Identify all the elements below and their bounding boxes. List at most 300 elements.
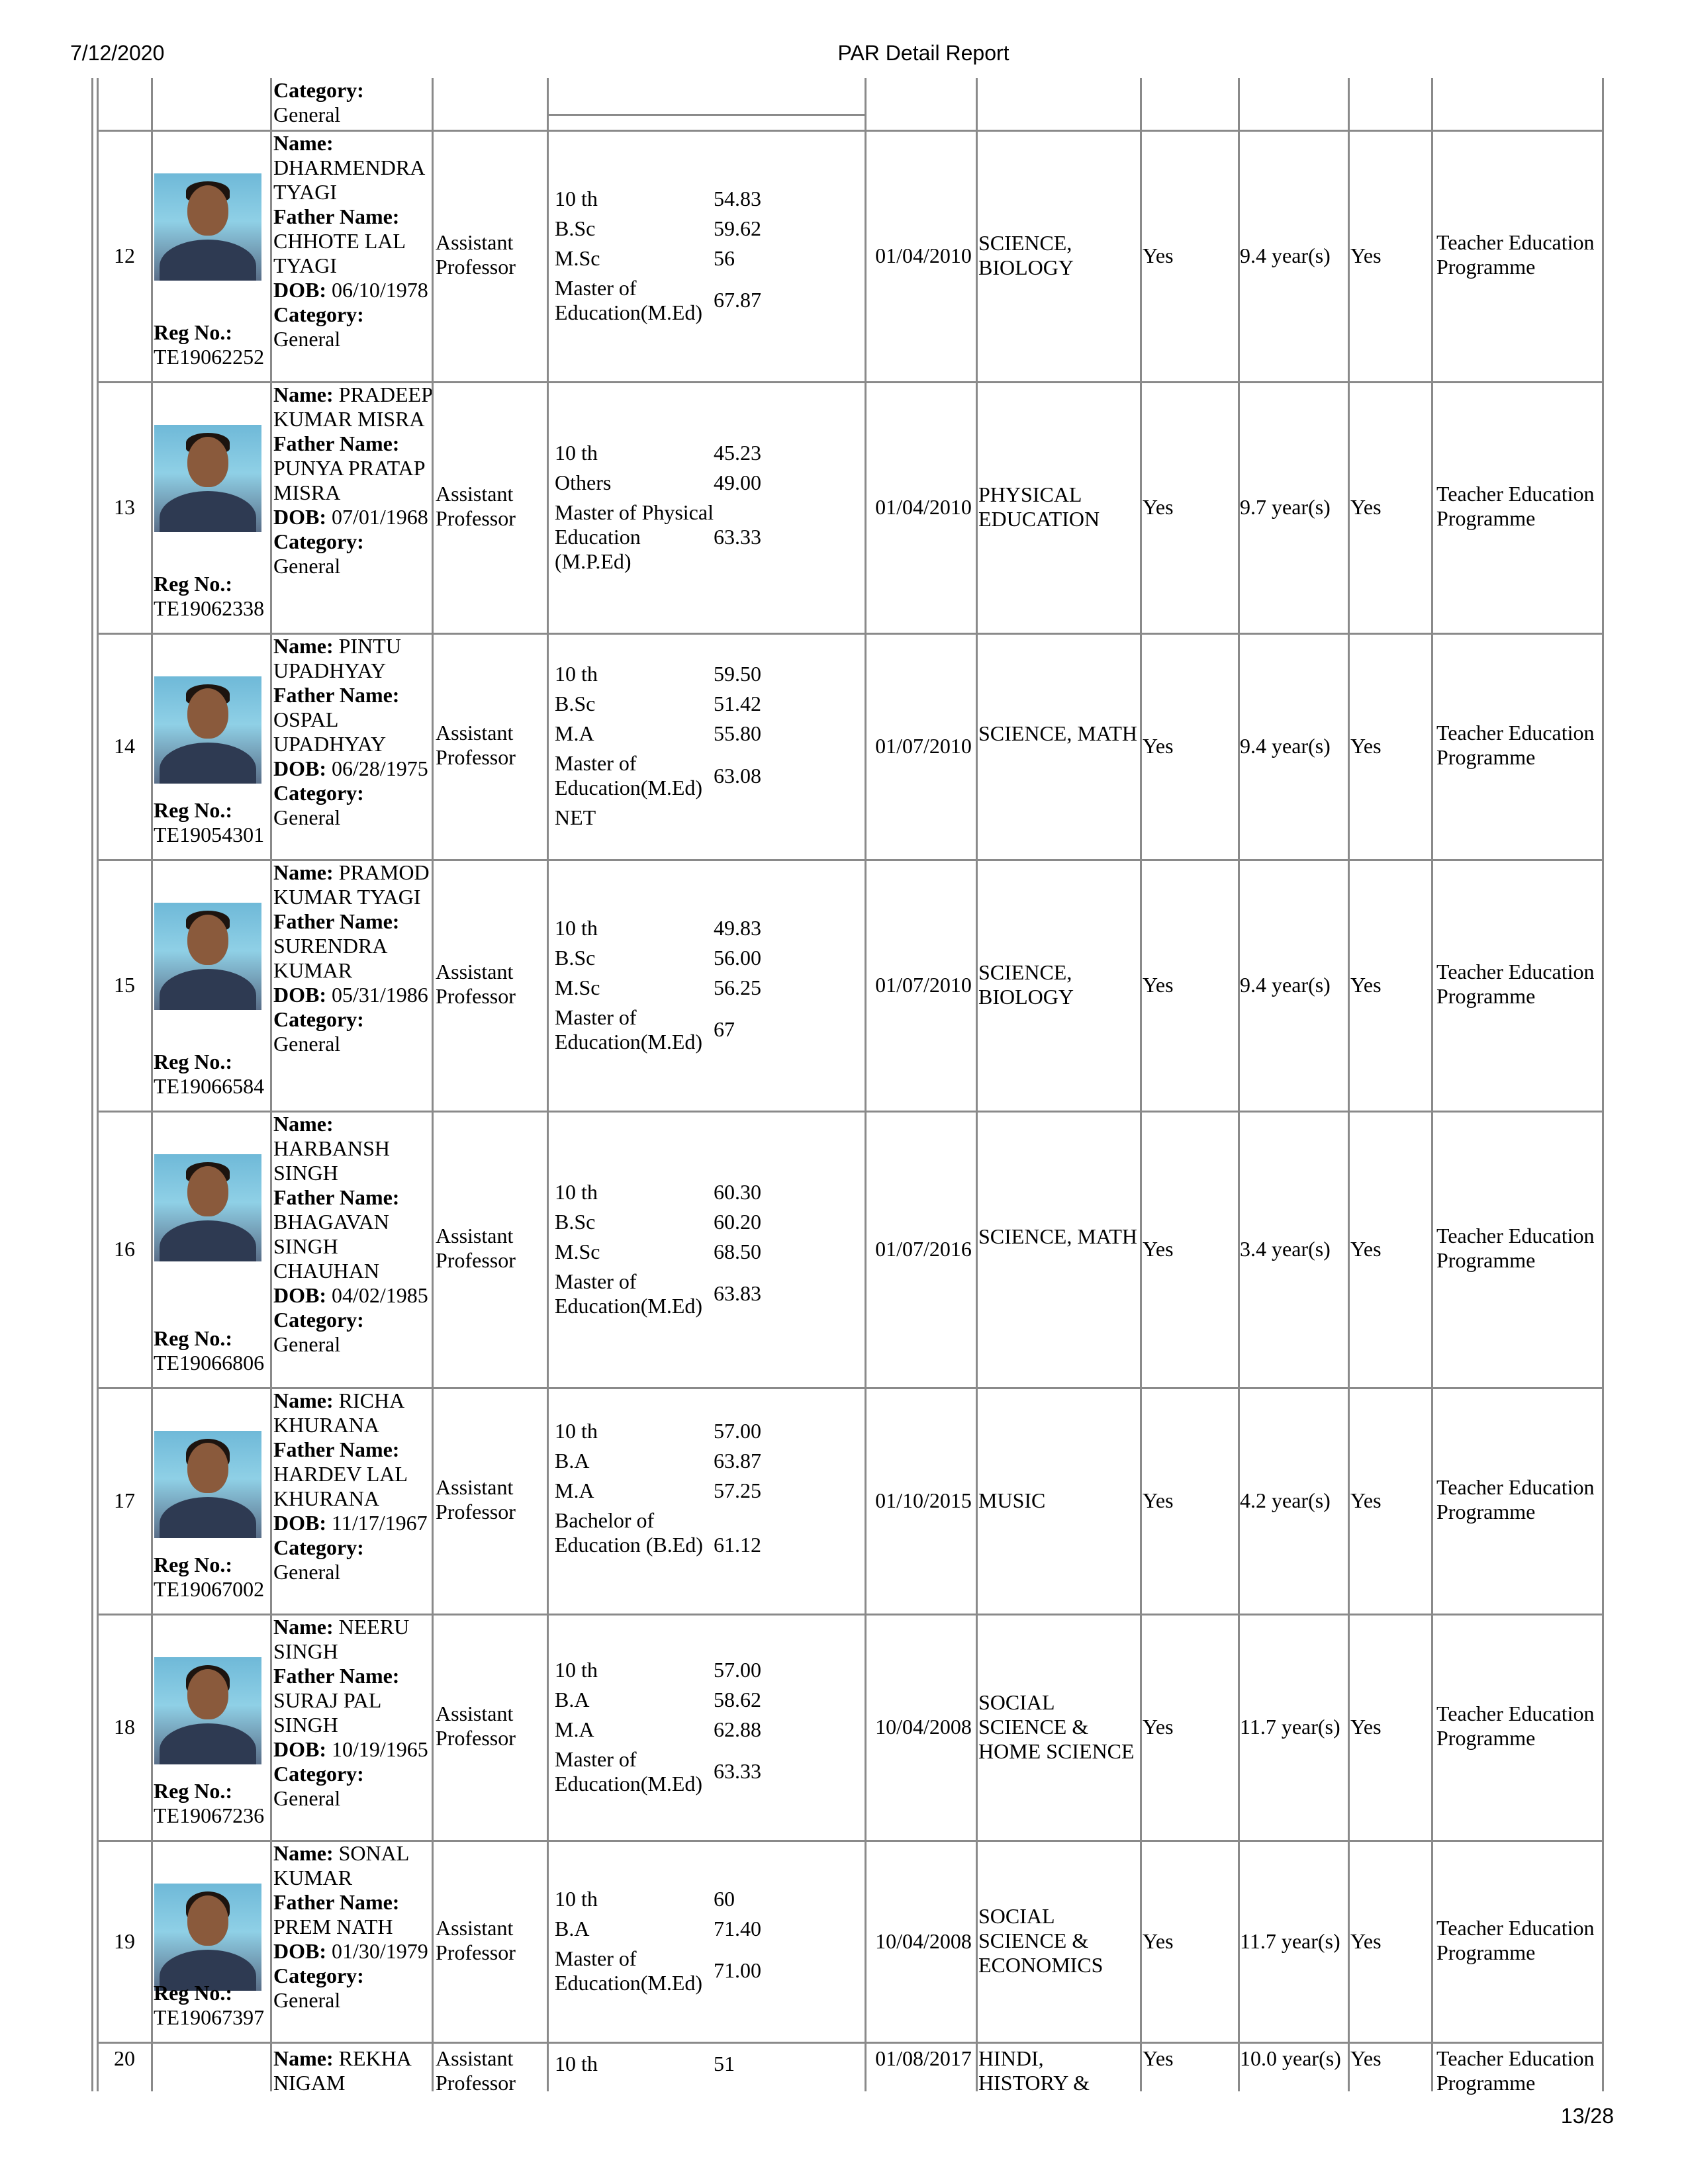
qualification-row (555, 1658, 866, 1682)
faculty-details (273, 634, 432, 830)
row-divider (97, 1387, 1602, 1389)
father-name-label: Father Name: (273, 1437, 400, 1461)
name-label: Name: (273, 634, 334, 658)
status-yes: Yes (1143, 2046, 1174, 2070)
row-divider (97, 633, 1602, 635)
reg-label: Reg No.: (154, 1050, 233, 1073)
qualification-percentage: 49.00 (714, 470, 761, 494)
subject: HINDI, HISTORY & (978, 2046, 1090, 2095)
qualification-row (555, 662, 866, 686)
status-yes: Yes (1350, 244, 1382, 267)
name-label: Name: (273, 2046, 334, 2070)
category-field (273, 781, 432, 830)
serial-number: 16 (114, 1237, 135, 1261)
qualification-percentage: 63.33 (714, 524, 761, 549)
qualification-row (555, 500, 866, 574)
dob-field (273, 1737, 432, 1762)
reg-label: Reg No.: (154, 320, 233, 344)
programme: Teacher Education Programme (1436, 960, 1595, 1008)
name-value: REKHA NIGAM (273, 2046, 411, 2095)
qualification-name: M.Sc (555, 246, 600, 270)
qualification-row (555, 1887, 866, 1911)
father-name-field (273, 683, 432, 756)
programme: Teacher Education Programme (1436, 721, 1595, 769)
qualification-row (555, 1240, 866, 1264)
qualification-name: Master of Education(M.Ed) (555, 275, 703, 324)
qualification-percentage: 45.23 (714, 440, 761, 465)
reg-label: Reg No.: (154, 572, 233, 596)
column-divider (976, 78, 978, 2091)
name-value: RICHA KHURANA (273, 1388, 404, 1437)
column-divider (91, 78, 93, 2091)
column-divider (1348, 78, 1350, 2091)
name-value: DHARMENDRA TYAGI (273, 156, 424, 204)
column-divider (1140, 78, 1142, 2091)
designation: Assistant Professor (436, 2046, 516, 2095)
status-yes: Yes (1143, 734, 1174, 758)
qualification-row (555, 721, 866, 746)
experience: 4.2 year(s) (1240, 1488, 1331, 1512)
programme: Teacher Education Programme (1436, 1224, 1595, 1272)
name-value: SONAL KUMAR (273, 1841, 409, 1889)
designation: Assistant Professor (436, 960, 516, 1008)
reg-value: TE19067002 (154, 1577, 265, 1601)
category-label: Category: (273, 1007, 364, 1031)
qualification-percentage: 54.83 (714, 186, 761, 210)
category-field (273, 302, 432, 351)
category-field (273, 1762, 432, 1811)
joining-date: 01/07/2016 (875, 1237, 972, 1261)
category-field (273, 1535, 432, 1584)
father-name-value: BHAGAVAN SINGH CHAUHAN (273, 1210, 389, 1283)
name-label: Name: (273, 1112, 334, 1136)
status-yes: Yes (1350, 2046, 1382, 2070)
experience: 9.4 year(s) (1240, 244, 1331, 267)
name-value: PINTU UPADHYAY (273, 634, 401, 682)
father-name-label: Father Name: (273, 1664, 400, 1688)
qualification-name: 10 th (555, 1419, 598, 1443)
name-field (273, 1615, 432, 1664)
column-divider (1431, 78, 1433, 2091)
father-name-label: Father Name: (273, 1890, 400, 1914)
qualification-row (555, 471, 866, 495)
qualification-name: B.A (555, 1449, 590, 1473)
reg-value: TE19054301 (154, 823, 265, 846)
qualification-row (555, 1717, 866, 1742)
programme: Teacher Education Programme (1436, 482, 1595, 530)
qualification-row (555, 1449, 866, 1473)
joining-date: 01/10/2015 (875, 1488, 972, 1512)
experience: 9.4 year(s) (1240, 734, 1331, 758)
qualification-percentage: 51 (714, 2052, 735, 2075)
qualification-percentage: 62.88 (714, 1717, 761, 1741)
name-label: Name: (273, 383, 334, 406)
category-label: Category: (273, 1762, 364, 1786)
dob-label: DOB: (273, 1511, 326, 1535)
qualification-row (555, 1917, 866, 1941)
serial-number: 19 (114, 1929, 135, 1953)
qualification-name: 10 th (555, 662, 598, 686)
dob-label: DOB: (273, 1737, 326, 1761)
reg-label: Reg No.: (154, 1326, 233, 1350)
qualification-name: B.Sc (555, 1209, 596, 1234)
dob-label: DOB: (273, 1283, 326, 1307)
faculty-photo (154, 425, 261, 532)
name-label: Name: (273, 131, 334, 155)
faculty-details (273, 383, 432, 578)
column-divider (865, 78, 867, 2091)
serial-number: 18 (114, 1715, 135, 1739)
qualification-percentage: 57.00 (714, 1657, 761, 1682)
qualification-row (555, 1419, 866, 1443)
subject: SCIENCE, BIOLOGY (978, 960, 1074, 1009)
qualification-row (555, 1508, 866, 1582)
father-name-value: OSPAL UPADHYAY (273, 707, 387, 756)
qualification-name: Master of Education(M.Ed) (555, 1269, 703, 1318)
joining-date: 01/04/2010 (875, 244, 972, 267)
reg-label: Reg No.: (154, 798, 233, 822)
category-label: Category: (273, 781, 364, 805)
qualification-percentage: 51.42 (714, 692, 761, 715)
qualification-row (555, 1479, 866, 1503)
row-divider (97, 1840, 1602, 1842)
experience: 3.4 year(s) (1240, 1237, 1331, 1261)
status-yes: Yes (1143, 1929, 1174, 1953)
name-field (273, 1388, 432, 1437)
qualification-percentage: 58.62 (714, 1687, 761, 1711)
qualification-name: M.A (555, 1717, 594, 1741)
dob-field (273, 278, 432, 302)
qualification-name: 10 th (555, 2052, 598, 2075)
reg-value: TE19066806 (154, 1351, 265, 1375)
category-label: Category: (273, 1964, 364, 1987)
qualification-name: 10 th (555, 1179, 598, 1204)
category-label: Category: (273, 529, 364, 553)
category-value: General (273, 554, 341, 578)
qualification-name: NET (555, 805, 596, 829)
qualification-name: M.Sc (555, 1239, 600, 1263)
name-field (273, 131, 432, 205)
designation: Assistant Professor (436, 721, 516, 769)
qualification-percentage: 59.50 (714, 662, 761, 686)
status-yes: Yes (1143, 1715, 1174, 1739)
name-label: Name: (273, 860, 334, 884)
category-value: General (273, 1032, 341, 1056)
reg-value: TE19062252 (154, 345, 265, 369)
category-value: General (273, 103, 341, 126)
faculty-details (273, 1841, 432, 2013)
dob-label: DOB: (273, 983, 326, 1007)
name-field (273, 1112, 432, 1185)
column-divider (151, 78, 153, 2091)
qualification-name: 10 th (555, 440, 598, 465)
qualification-percentage: 56.00 (714, 945, 761, 970)
father-name-label: Father Name: (273, 432, 400, 455)
reg-label: Reg No.: (154, 1779, 233, 1803)
qualification-row (555, 1946, 866, 1995)
qualification-row (555, 946, 866, 970)
qualification-percentage: 60.30 (714, 1179, 761, 1204)
name-label: Name: (273, 1388, 334, 1412)
qualification-name: Master of Education(M.Ed) (555, 1005, 703, 1054)
experience: 11.7 year(s) (1240, 1715, 1340, 1739)
category-field (273, 529, 432, 578)
faculty-details (273, 1112, 432, 1357)
father-name-field (273, 432, 432, 505)
experience: 11.7 year(s) (1240, 1929, 1340, 1953)
qualification-row (555, 976, 866, 1000)
reg-value: TE19067236 (154, 1803, 265, 1827)
designation: Assistant Professor (436, 1475, 516, 1524)
qualification-percentage: 67 (714, 1017, 735, 1041)
row-divider (547, 114, 865, 116)
status-yes: Yes (1143, 973, 1174, 997)
qualification-percentage: 63.83 (714, 1281, 761, 1305)
registration-number (154, 1553, 273, 1602)
category-value: General (273, 1786, 341, 1810)
father-name-field (273, 909, 432, 983)
qualification-percentage: 57.00 (714, 1419, 761, 1443)
qualification-percentage: 61.12 (714, 1533, 761, 1557)
row-divider (97, 381, 1602, 383)
column-divider (1238, 78, 1240, 2091)
category-field (273, 1308, 432, 1357)
qualification-percentage: 57.25 (714, 1479, 761, 1502)
qualification-name: M.A (555, 1479, 594, 1502)
serial-number: 15 (114, 973, 135, 997)
programme: Teacher Education Programme (1436, 1475, 1595, 1524)
registration-number (154, 1050, 273, 1099)
qualification-row (555, 1688, 866, 1712)
experience: 9.7 year(s) (1240, 495, 1331, 519)
qualification-row (555, 276, 866, 325)
qualification-name: Master of Education(M.Ed) (555, 751, 703, 799)
name-value: NEERU SINGH (273, 1615, 410, 1663)
serial-number: 12 (114, 244, 135, 267)
reg-label: Reg No.: (154, 1553, 233, 1576)
registration-number (154, 1981, 273, 2030)
dob-value: 10/19/1965 (332, 1737, 428, 1761)
dob-field (273, 1939, 432, 1964)
qualification-name: Master of Education(M.Ed) (555, 1747, 703, 1796)
column-divider (270, 78, 272, 2091)
serial-number: 20 (114, 2046, 135, 2070)
faculty-photo (154, 903, 261, 1010)
category-label: Category: (273, 1308, 364, 1332)
column-divider (432, 78, 434, 2091)
programme: Teacher Education Programme (1436, 2046, 1595, 2095)
name-value: HARBANSH SINGH (273, 1136, 391, 1185)
row-divider (97, 859, 1602, 861)
faculty-photo (154, 1431, 261, 1538)
qualification-row (555, 1180, 866, 1205)
name-field (273, 383, 432, 432)
experience: 10.0 year(s) (1240, 2046, 1341, 2070)
category-field (273, 1007, 432, 1056)
dob-value: 06/10/1978 (332, 278, 428, 302)
qualification-row (555, 246, 866, 271)
qualification-percentage: 55.80 (714, 721, 761, 745)
father-name-field (273, 1664, 432, 1737)
qualification-name: 10 th (555, 1657, 598, 1682)
qualification-percentage: 71.00 (714, 1958, 761, 1982)
faculty-details (273, 131, 432, 351)
father-name-label: Father Name: (273, 683, 400, 707)
joining-date: 01/04/2010 (875, 495, 972, 519)
status-yes: Yes (1143, 495, 1174, 519)
category-value: General (273, 1332, 341, 1356)
reg-label: Reg No.: (154, 1981, 233, 2005)
qualification-name: 10 th (555, 915, 598, 940)
status-yes: Yes (1350, 734, 1382, 758)
father-name-field (273, 1185, 432, 1283)
subject: MUSIC (978, 1488, 1046, 1512)
subject: SOCIAL SCIENCE & HOME SCIENCE (978, 1690, 1135, 1763)
category-label: Category: (273, 1535, 364, 1559)
qualification-name: B.A (555, 1916, 590, 1940)
dob-value: 04/02/1985 (332, 1283, 428, 1307)
status-yes: Yes (1350, 1237, 1382, 1261)
status-yes: Yes (1350, 1715, 1382, 1739)
qualification-row (555, 1269, 866, 1318)
qualification-row (555, 1747, 866, 1796)
designation: Assistant Professor (436, 1702, 516, 1750)
joining-date: 10/04/2008 (875, 1715, 972, 1739)
father-name-value: PUNYA PRATAP MISRA (273, 456, 425, 504)
report-date: 7/12/2020 (70, 41, 165, 65)
faculty-details (273, 1615, 432, 1811)
qualification-name: B.Sc (555, 945, 596, 970)
page-number: 13/28 (1560, 2104, 1614, 2128)
prev-row-category (273, 78, 432, 127)
faculty-details (273, 860, 432, 1056)
qualification-name: B.Sc (555, 692, 596, 715)
registration-number (154, 572, 273, 621)
qualification-name: 10 th (555, 186, 598, 210)
dob-field (273, 756, 432, 781)
qualification-percentage: 60.20 (714, 1209, 761, 1234)
joining-date: 10/04/2008 (875, 1929, 972, 1953)
joining-date: 01/08/2017 (875, 2046, 972, 2070)
category-value: General (273, 805, 341, 829)
designation: Assistant Professor (436, 482, 516, 530)
designation: Assistant Professor (436, 230, 516, 279)
serial-number: 17 (114, 1488, 135, 1512)
faculty-details (273, 1388, 432, 1584)
column-divider (1602, 78, 1604, 2091)
father-name-value: PREM NATH (273, 1915, 393, 1938)
faculty-photo (154, 1154, 261, 1261)
dob-label: DOB: (273, 1939, 326, 1963)
status-yes: Yes (1350, 973, 1382, 997)
programme: Teacher Education Programme (1436, 230, 1595, 279)
dob-field (273, 1283, 432, 1308)
father-name-field (273, 1890, 432, 1939)
category-label: Category: (273, 302, 364, 326)
joining-date: 01/07/2010 (875, 734, 972, 758)
qualification-row (555, 1210, 866, 1234)
qualification-row (555, 1005, 866, 1054)
name-field (273, 1841, 432, 1890)
category-field (273, 1964, 432, 2013)
dob-value: 06/28/1975 (332, 756, 428, 780)
dob-field (273, 983, 432, 1007)
dob-value: 01/30/1979 (332, 1939, 428, 1963)
dob-value: 11/17/1967 (332, 1511, 428, 1535)
qualification-percentage: 49.83 (714, 915, 761, 940)
subject: SCIENCE, BIOLOGY (978, 231, 1074, 279)
designation: Assistant Professor (436, 1915, 516, 1964)
experience: 9.4 year(s) (1240, 973, 1331, 997)
father-name-label: Father Name: (273, 909, 400, 933)
registration-number (154, 1779, 273, 1828)
name-label: Name: (273, 1615, 334, 1639)
qualification-name: B.A (555, 1687, 590, 1711)
father-name-field (273, 1437, 432, 1511)
dob-field (273, 1511, 432, 1535)
registration-number (154, 798, 273, 847)
father-name-value: SURENDRA KUMAR (273, 934, 387, 982)
name-field (273, 634, 432, 683)
dob-label: DOB: (273, 278, 326, 302)
registration-number (154, 1326, 273, 1375)
subject: SCIENCE, MATH (978, 1224, 1138, 1248)
column-divider (97, 78, 99, 2091)
reg-value: TE19067397 (154, 2005, 265, 2029)
name-value: PRAMOD KUMAR TYAGI (273, 860, 430, 909)
dob-label: DOB: (273, 756, 326, 780)
column-divider (547, 78, 549, 2091)
subject: SCIENCE, MATH (978, 721, 1138, 745)
qualification-name: M.Sc (555, 975, 600, 999)
qualification-percentage: 63.87 (714, 1449, 761, 1473)
faculty-photo (154, 173, 261, 281)
qualification-name: B.Sc (555, 216, 596, 240)
qualification-row (555, 187, 866, 211)
name-field (273, 860, 432, 909)
serial-number: 13 (114, 495, 135, 519)
father-name-value: SURAJ PAL SINGH (273, 1688, 381, 1737)
qualification-percentage: 56 (714, 246, 735, 270)
qualification-percentage: 71.40 (714, 1916, 761, 1940)
faculty-photo (154, 676, 261, 784)
qualification-name: M.A (555, 721, 594, 745)
subject: PHYSICAL EDUCATION (978, 482, 1100, 531)
qualification-percentage: 59.62 (714, 216, 761, 240)
qualification-percentage: 67.87 (714, 288, 761, 312)
subject: SOCIAL SCIENCE & ECONOMICS (978, 1904, 1103, 1977)
category-value: General (273, 327, 341, 351)
faculty-photo (154, 1657, 261, 1764)
qualification-row (555, 751, 866, 800)
qualification-percentage: 63.33 (714, 1759, 761, 1783)
row-divider (97, 1111, 1602, 1113)
qualification-row (555, 216, 866, 241)
row-divider (97, 130, 1602, 132)
qualification-percentage: 63.08 (714, 763, 761, 788)
serial-number: 14 (114, 734, 135, 758)
qualification-name: Others (555, 470, 612, 494)
qualification-row (555, 805, 866, 830)
status-yes: Yes (1143, 1488, 1174, 1512)
joining-date: 01/07/2010 (875, 973, 972, 997)
reg-value: TE19062338 (154, 596, 265, 620)
qualification-name: 10 th (555, 1886, 598, 1911)
status-yes: Yes (1143, 244, 1174, 267)
category-label: Category: (273, 78, 364, 102)
category-value: General (273, 1560, 341, 1584)
designation: Assistant Professor (436, 1224, 516, 1272)
